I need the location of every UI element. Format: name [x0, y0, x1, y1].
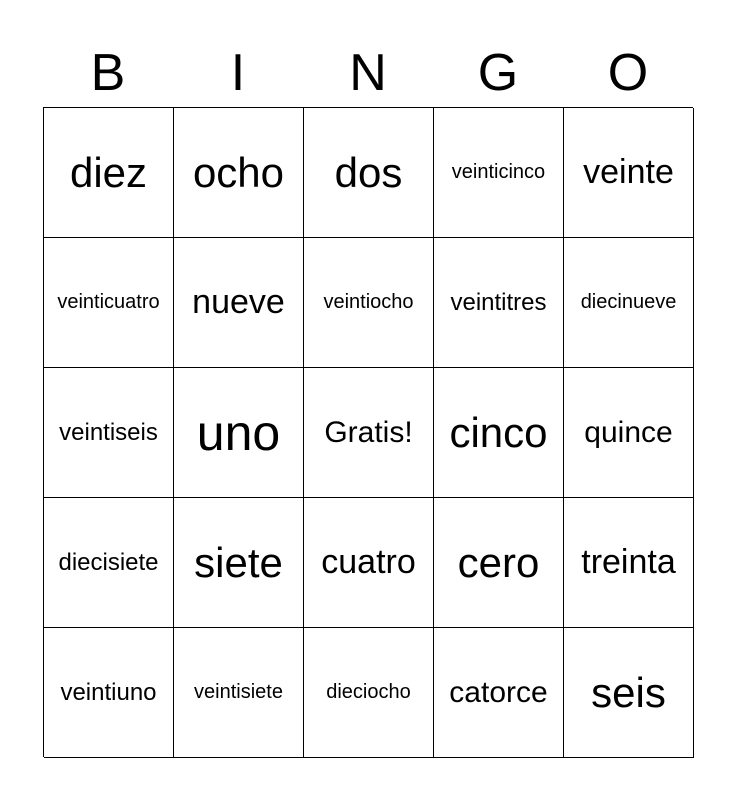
header-letter-n: N [349, 44, 387, 102]
bingo-cell[interactable]: diecinueve [564, 238, 694, 368]
bingo-cell[interactable]: veintiuno [44, 628, 174, 758]
bingo-cell[interactable]: veintitres [434, 238, 564, 368]
bingo-cell[interactable]: seis [564, 628, 694, 758]
bingo-cell[interactable]: quince [564, 368, 694, 498]
bingo-cell[interactable]: veintiocho [304, 238, 434, 368]
bingo-cell[interactable]: veintiseis [44, 368, 174, 498]
bingo-cell[interactable]: diez [44, 108, 174, 238]
header-letter-o: O [607, 44, 649, 102]
bingo-header [43, 40, 693, 106]
free-space-cell[interactable]: Gratis! [304, 368, 434, 498]
bingo-cell[interactable]: veinticuatro [44, 238, 174, 368]
bingo-cell[interactable]: cuatro [304, 498, 434, 628]
bingo-cell[interactable]: dos [304, 108, 434, 238]
bingo-board [43, 107, 693, 757]
bingo-cell[interactable]: diecisiete [44, 498, 174, 628]
bingo-cell[interactable]: veintisiete [174, 628, 304, 758]
bingo-cell[interactable]: veinte [564, 108, 694, 238]
header-letter-b: B [90, 44, 126, 102]
bingo-cell[interactable]: veinticinco [434, 108, 564, 238]
bingo-cell[interactable]: nueve [174, 238, 304, 368]
bingo-cell[interactable]: uno [174, 368, 304, 498]
bingo-cell[interactable]: treinta [564, 498, 694, 628]
bingo-cell[interactable]: catorce [434, 628, 564, 758]
bingo-cell[interactable]: cero [434, 498, 564, 628]
bingo-cell[interactable]: ocho [174, 108, 304, 238]
header-letter-g: G [477, 44, 519, 102]
bingo-cell[interactable]: siete [174, 498, 304, 628]
header-letter-i: I [230, 44, 246, 102]
bingo-cell[interactable]: cinco [434, 368, 564, 498]
bingo-cell[interactable]: dieciocho [304, 628, 434, 758]
